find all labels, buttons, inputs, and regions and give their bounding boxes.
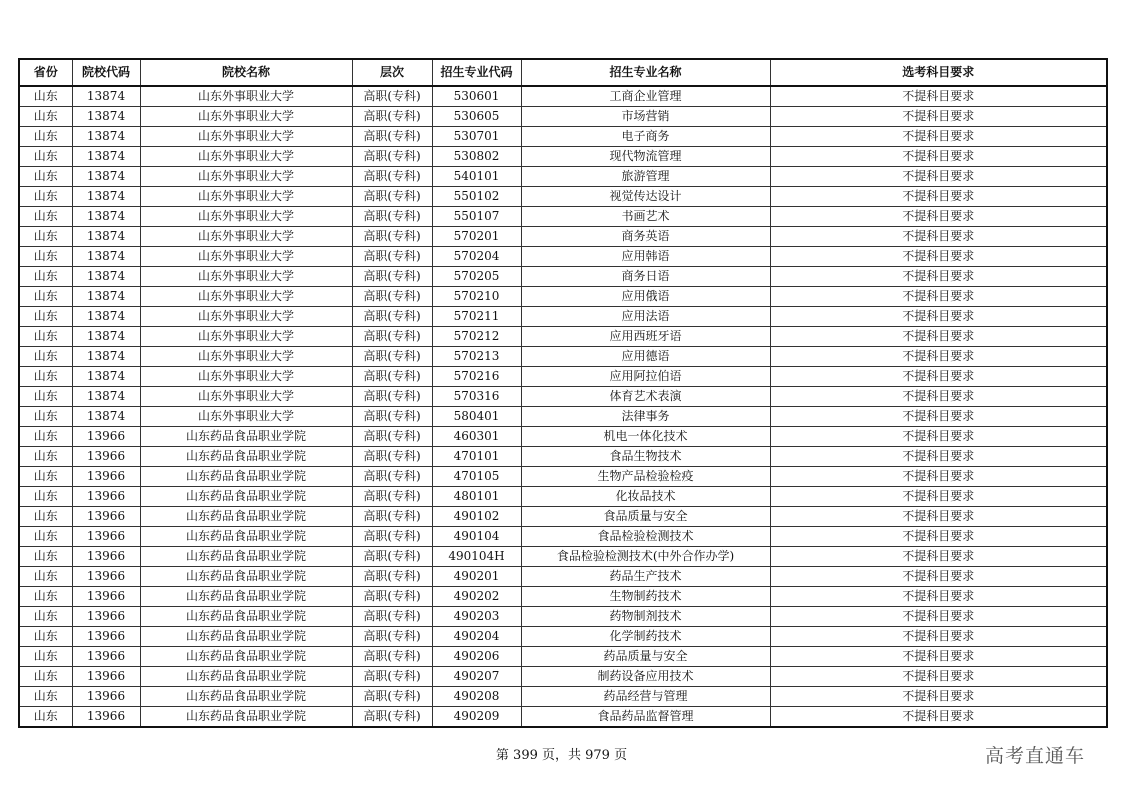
major-code-cell: 570210 bbox=[432, 287, 521, 307]
major-code-cell: 530701 bbox=[432, 127, 521, 147]
major-code-cell: 570204 bbox=[432, 247, 521, 267]
subject-requirement-cell: 不提科目要求 bbox=[770, 307, 1107, 327]
school-name-cell: 山东药品食品职业学院 bbox=[140, 447, 352, 467]
table-row bbox=[19, 567, 1107, 587]
major-code-cell: 570211 bbox=[432, 307, 521, 327]
table-row bbox=[19, 287, 1107, 307]
school-code-cell: 13966 bbox=[72, 547, 140, 567]
subject-requirement-cell: 不提科目要求 bbox=[770, 347, 1107, 367]
level-cell: 高职(专科) bbox=[352, 527, 432, 547]
school-code-cell: 13966 bbox=[72, 567, 140, 587]
subject-requirement-cell: 不提科目要求 bbox=[770, 687, 1107, 707]
school-code-cell: 13874 bbox=[72, 147, 140, 167]
subject-requirement-cell: 不提科目要求 bbox=[770, 667, 1107, 687]
province-cell: 山东 bbox=[19, 287, 72, 307]
school-name-cell: 山东药品食品职业学院 bbox=[140, 627, 352, 647]
major-code-cell: 490201 bbox=[432, 567, 521, 587]
subject-requirement-cell: 不提科目要求 bbox=[770, 207, 1107, 227]
school-code-cell: 13966 bbox=[72, 687, 140, 707]
header-row bbox=[19, 59, 1107, 86]
level-cell: 高职(专科) bbox=[352, 467, 432, 487]
table-row bbox=[19, 467, 1107, 487]
province-cell: 山东 bbox=[19, 567, 72, 587]
major-code-cell: 570201 bbox=[432, 227, 521, 247]
major-name-cell: 食品检验检测技术(中外合作办学) bbox=[521, 547, 770, 567]
province-cell: 山东 bbox=[19, 407, 72, 427]
major-code-cell: 490203 bbox=[432, 607, 521, 627]
major-code-cell: 570316 bbox=[432, 387, 521, 407]
major-code-cell: 550102 bbox=[432, 187, 521, 207]
major-name-cell: 商务英语 bbox=[521, 227, 770, 247]
level-cell: 高职(专科) bbox=[352, 86, 432, 107]
major-name-cell: 机电一体化技术 bbox=[521, 427, 770, 447]
major-name-cell: 应用西班牙语 bbox=[521, 327, 770, 347]
school-code-cell: 13874 bbox=[72, 107, 140, 127]
school-code-cell: 13874 bbox=[72, 187, 140, 207]
level-cell: 高职(专科) bbox=[352, 167, 432, 187]
school-name-cell: 山东外事职业大学 bbox=[140, 407, 352, 427]
subject-requirement-cell: 不提科目要求 bbox=[770, 467, 1107, 487]
province-cell: 山东 bbox=[19, 507, 72, 527]
level-cell: 高职(专科) bbox=[352, 567, 432, 587]
major-name-cell: 视觉传达设计 bbox=[521, 187, 770, 207]
school-code-cell: 13966 bbox=[72, 647, 140, 667]
level-cell: 高职(专科) bbox=[352, 547, 432, 567]
table-row bbox=[19, 207, 1107, 227]
level-cell: 高职(专科) bbox=[352, 327, 432, 347]
level-cell: 高职(专科) bbox=[352, 227, 432, 247]
major-name-cell: 食品检验检测技术 bbox=[521, 527, 770, 547]
major-name-cell: 旅游管理 bbox=[521, 167, 770, 187]
province-cell: 山东 bbox=[19, 547, 72, 567]
major-name-cell: 药品生产技术 bbox=[521, 567, 770, 587]
school-name-cell: 山东外事职业大学 bbox=[140, 187, 352, 207]
level-cell: 高职(专科) bbox=[352, 667, 432, 687]
level-cell: 高职(专科) bbox=[352, 267, 432, 287]
table-row bbox=[19, 667, 1107, 687]
subject-requirement-cell: 不提科目要求 bbox=[770, 107, 1107, 127]
school-code-cell: 13966 bbox=[72, 427, 140, 447]
table-row bbox=[19, 267, 1107, 287]
school-code-cell: 13874 bbox=[72, 86, 140, 107]
province-cell: 山东 bbox=[19, 527, 72, 547]
column-header: 招生专业名称 bbox=[521, 59, 770, 86]
table-row bbox=[19, 227, 1107, 247]
school-name-cell: 山东药品食品职业学院 bbox=[140, 687, 352, 707]
table-row bbox=[19, 447, 1107, 467]
school-name-cell: 山东外事职业大学 bbox=[140, 207, 352, 227]
level-cell: 高职(专科) bbox=[352, 427, 432, 447]
major-code-cell: 530802 bbox=[432, 147, 521, 167]
province-cell: 山东 bbox=[19, 487, 72, 507]
major-code-cell: 470105 bbox=[432, 467, 521, 487]
watermark-text: 高考直通车 bbox=[985, 745, 1086, 767]
school-code-cell: 13966 bbox=[72, 507, 140, 527]
table-row bbox=[19, 407, 1107, 427]
major-code-cell: 490104H bbox=[432, 547, 521, 567]
table-row bbox=[19, 147, 1107, 167]
school-code-cell: 13874 bbox=[72, 247, 140, 267]
province-cell: 山东 bbox=[19, 267, 72, 287]
level-cell: 高职(专科) bbox=[352, 607, 432, 627]
major-name-cell: 工商企业管理 bbox=[521, 86, 770, 107]
subject-requirement-cell: 不提科目要求 bbox=[770, 147, 1107, 167]
school-name-cell: 山东药品食品职业学院 bbox=[140, 507, 352, 527]
table-row bbox=[19, 247, 1107, 267]
subject-requirement-cell: 不提科目要求 bbox=[770, 247, 1107, 267]
level-cell: 高职(专科) bbox=[352, 407, 432, 427]
table-row bbox=[19, 687, 1107, 707]
level-cell: 高职(专科) bbox=[352, 307, 432, 327]
school-name-cell: 山东外事职业大学 bbox=[140, 127, 352, 147]
table-row bbox=[19, 547, 1107, 567]
major-code-cell: 490208 bbox=[432, 687, 521, 707]
province-cell: 山东 bbox=[19, 627, 72, 647]
level-cell: 高职(专科) bbox=[352, 127, 432, 147]
major-name-cell: 体育艺术表演 bbox=[521, 387, 770, 407]
major-code-cell: 570216 bbox=[432, 367, 521, 387]
province-cell: 山东 bbox=[19, 467, 72, 487]
school-name-cell: 山东外事职业大学 bbox=[140, 167, 352, 187]
subject-requirement-cell: 不提科目要求 bbox=[770, 267, 1107, 287]
major-name-cell: 药品质量与安全 bbox=[521, 647, 770, 667]
table-row bbox=[19, 607, 1107, 627]
school-code-cell: 13966 bbox=[72, 667, 140, 687]
school-code-cell: 13966 bbox=[72, 487, 140, 507]
table-row bbox=[19, 707, 1107, 728]
province-cell: 山东 bbox=[19, 86, 72, 107]
school-name-cell: 山东外事职业大学 bbox=[140, 86, 352, 107]
province-cell: 山东 bbox=[19, 107, 72, 127]
major-code-cell: 480101 bbox=[432, 487, 521, 507]
school-code-cell: 13874 bbox=[72, 387, 140, 407]
table-row bbox=[19, 367, 1107, 387]
province-cell: 山东 bbox=[19, 427, 72, 447]
major-code-cell: 490104 bbox=[432, 527, 521, 547]
column-header: 招生专业代码 bbox=[432, 59, 521, 86]
province-cell: 山东 bbox=[19, 187, 72, 207]
major-code-cell: 570213 bbox=[432, 347, 521, 367]
school-name-cell: 山东外事职业大学 bbox=[140, 287, 352, 307]
province-cell: 山东 bbox=[19, 167, 72, 187]
school-code-cell: 13966 bbox=[72, 627, 140, 647]
province-cell: 山东 bbox=[19, 367, 72, 387]
province-cell: 山东 bbox=[19, 607, 72, 627]
major-name-cell: 应用阿拉伯语 bbox=[521, 367, 770, 387]
level-cell: 高职(专科) bbox=[352, 707, 432, 728]
level-cell: 高职(专科) bbox=[352, 507, 432, 527]
level-cell: 高职(专科) bbox=[352, 247, 432, 267]
table-row bbox=[19, 86, 1107, 107]
level-cell: 高职(专科) bbox=[352, 687, 432, 707]
table-body bbox=[19, 86, 1107, 727]
major-name-cell: 法律事务 bbox=[521, 407, 770, 427]
subject-requirement-cell: 不提科目要求 bbox=[770, 287, 1107, 307]
major-code-cell: 580401 bbox=[432, 407, 521, 427]
table-row bbox=[19, 127, 1107, 147]
school-code-cell: 13874 bbox=[72, 167, 140, 187]
column-header: 省份 bbox=[19, 59, 72, 86]
school-code-cell: 13874 bbox=[72, 407, 140, 427]
school-code-cell: 13874 bbox=[72, 227, 140, 247]
major-code-cell: 570205 bbox=[432, 267, 521, 287]
level-cell: 高职(专科) bbox=[352, 287, 432, 307]
province-cell: 山东 bbox=[19, 327, 72, 347]
school-name-cell: 山东药品食品职业学院 bbox=[140, 427, 352, 447]
subject-requirement-cell: 不提科目要求 bbox=[770, 707, 1107, 728]
province-cell: 山东 bbox=[19, 347, 72, 367]
subject-requirement-cell: 不提科目要求 bbox=[770, 587, 1107, 607]
major-code-cell: 490209 bbox=[432, 707, 521, 728]
school-name-cell: 山东药品食品职业学院 bbox=[140, 467, 352, 487]
school-code-cell: 13874 bbox=[72, 267, 140, 287]
major-name-cell: 药品经营与管理 bbox=[521, 687, 770, 707]
table-row bbox=[19, 507, 1107, 527]
level-cell: 高职(专科) bbox=[352, 367, 432, 387]
province-cell: 山东 bbox=[19, 447, 72, 467]
school-name-cell: 山东药品食品职业学院 bbox=[140, 647, 352, 667]
province-cell: 山东 bbox=[19, 307, 72, 327]
province-cell: 山东 bbox=[19, 127, 72, 147]
province-cell: 山东 bbox=[19, 207, 72, 227]
subject-requirement-cell: 不提科目要求 bbox=[770, 627, 1107, 647]
major-name-cell: 书画艺术 bbox=[521, 207, 770, 227]
school-name-cell: 山东外事职业大学 bbox=[140, 307, 352, 327]
subject-requirement-cell: 不提科目要求 bbox=[770, 127, 1107, 147]
school-code-cell: 13966 bbox=[72, 467, 140, 487]
table-row bbox=[19, 627, 1107, 647]
table-row bbox=[19, 427, 1107, 447]
level-cell: 高职(专科) bbox=[352, 387, 432, 407]
major-name-cell: 应用韩语 bbox=[521, 247, 770, 267]
table-row bbox=[19, 107, 1107, 127]
school-name-cell: 山东外事职业大学 bbox=[140, 107, 352, 127]
major-name-cell: 制药设备应用技术 bbox=[521, 667, 770, 687]
major-name-cell: 应用俄语 bbox=[521, 287, 770, 307]
subject-requirement-cell: 不提科目要求 bbox=[770, 647, 1107, 667]
school-name-cell: 山东外事职业大学 bbox=[140, 327, 352, 347]
province-cell: 山东 bbox=[19, 227, 72, 247]
school-code-cell: 13874 bbox=[72, 307, 140, 327]
level-cell: 高职(专科) bbox=[352, 627, 432, 647]
major-code-cell: 530605 bbox=[432, 107, 521, 127]
level-cell: 高职(专科) bbox=[352, 487, 432, 507]
subject-requirement-cell: 不提科目要求 bbox=[770, 547, 1107, 567]
major-code-cell: 460301 bbox=[432, 427, 521, 447]
province-cell: 山东 bbox=[19, 387, 72, 407]
school-name-cell: 山东外事职业大学 bbox=[140, 387, 352, 407]
school-code-cell: 13874 bbox=[72, 347, 140, 367]
major-name-cell: 市场营销 bbox=[521, 107, 770, 127]
school-code-cell: 13966 bbox=[72, 587, 140, 607]
province-cell: 山东 bbox=[19, 667, 72, 687]
major-name-cell: 生物产品检验检疫 bbox=[521, 467, 770, 487]
table-header bbox=[19, 59, 1107, 86]
page-number: 第 399 页，共 979 页 bbox=[495, 748, 628, 763]
school-code-cell: 13874 bbox=[72, 367, 140, 387]
table-row bbox=[19, 387, 1107, 407]
level-cell: 高职(专科) bbox=[352, 647, 432, 667]
subject-requirement-cell: 不提科目要求 bbox=[770, 567, 1107, 587]
school-name-cell: 山东外事职业大学 bbox=[140, 267, 352, 287]
level-cell: 高职(专科) bbox=[352, 347, 432, 367]
school-code-cell: 13966 bbox=[72, 607, 140, 627]
major-code-cell: 490202 bbox=[432, 587, 521, 607]
major-name-cell: 食品药品监督管理 bbox=[521, 707, 770, 728]
major-name-cell: 现代物流管理 bbox=[521, 147, 770, 167]
school-name-cell: 山东药品食品职业学院 bbox=[140, 487, 352, 507]
school-code-cell: 13874 bbox=[72, 327, 140, 347]
major-code-cell: 570212 bbox=[432, 327, 521, 347]
school-name-cell: 山东药品食品职业学院 bbox=[140, 547, 352, 567]
school-name-cell: 山东药品食品职业学院 bbox=[140, 587, 352, 607]
major-code-cell: 470101 bbox=[432, 447, 521, 467]
school-name-cell: 山东药品食品职业学院 bbox=[140, 607, 352, 627]
subject-requirement-cell: 不提科目要求 bbox=[770, 367, 1107, 387]
subject-requirement-cell: 不提科目要求 bbox=[770, 327, 1107, 347]
major-name-cell: 化学制药技术 bbox=[521, 627, 770, 647]
table-row bbox=[19, 647, 1107, 667]
level-cell: 高职(专科) bbox=[352, 147, 432, 167]
level-cell: 高职(专科) bbox=[352, 587, 432, 607]
subject-requirement-cell: 不提科目要求 bbox=[770, 487, 1107, 507]
column-header: 选考科目要求 bbox=[770, 59, 1107, 86]
major-code-cell: 490206 bbox=[432, 647, 521, 667]
major-code-cell: 540101 bbox=[432, 167, 521, 187]
province-cell: 山东 bbox=[19, 147, 72, 167]
major-code-cell: 490204 bbox=[432, 627, 521, 647]
column-header: 层次 bbox=[352, 59, 432, 86]
major-name-cell: 电子商务 bbox=[521, 127, 770, 147]
subject-requirement-cell: 不提科目要求 bbox=[770, 427, 1107, 447]
school-name-cell: 山东外事职业大学 bbox=[140, 347, 352, 367]
province-cell: 山东 bbox=[19, 587, 72, 607]
subject-requirement-cell: 不提科目要求 bbox=[770, 167, 1107, 187]
table-row bbox=[19, 487, 1107, 507]
school-name-cell: 山东药品食品职业学院 bbox=[140, 707, 352, 728]
subject-requirement-cell: 不提科目要求 bbox=[770, 86, 1107, 107]
major-code-cell: 550107 bbox=[432, 207, 521, 227]
subject-requirement-cell: 不提科目要求 bbox=[770, 607, 1107, 627]
table-row bbox=[19, 527, 1107, 547]
province-cell: 山东 bbox=[19, 647, 72, 667]
school-code-cell: 13874 bbox=[72, 207, 140, 227]
school-name-cell: 山东外事职业大学 bbox=[140, 147, 352, 167]
school-name-cell: 山东外事职业大学 bbox=[140, 247, 352, 267]
school-name-cell: 山东外事职业大学 bbox=[140, 227, 352, 247]
subject-requirement-cell: 不提科目要求 bbox=[770, 227, 1107, 247]
level-cell: 高职(专科) bbox=[352, 207, 432, 227]
school-name-cell: 山东外事职业大学 bbox=[140, 367, 352, 387]
column-header: 院校代码 bbox=[72, 59, 140, 86]
major-name-cell: 化妆品技术 bbox=[521, 487, 770, 507]
province-cell: 山东 bbox=[19, 707, 72, 728]
major-name-cell: 应用德语 bbox=[521, 347, 770, 367]
major-code-cell: 490207 bbox=[432, 667, 521, 687]
school-code-cell: 13874 bbox=[72, 287, 140, 307]
subject-requirement-cell: 不提科目要求 bbox=[770, 387, 1107, 407]
subject-requirement-cell: 不提科目要求 bbox=[770, 187, 1107, 207]
table-row bbox=[19, 347, 1107, 367]
school-code-cell: 13966 bbox=[72, 527, 140, 547]
subject-requirement-cell: 不提科目要求 bbox=[770, 527, 1107, 547]
level-cell: 高职(专科) bbox=[352, 447, 432, 467]
school-code-cell: 13874 bbox=[72, 127, 140, 147]
school-name-cell: 山东药品食品职业学院 bbox=[140, 667, 352, 687]
major-name-cell: 食品质量与安全 bbox=[521, 507, 770, 527]
table-row bbox=[19, 327, 1107, 347]
table-row bbox=[19, 587, 1107, 607]
province-cell: 山东 bbox=[19, 247, 72, 267]
table-row bbox=[19, 307, 1107, 327]
admission-table bbox=[18, 58, 1108, 728]
column-header: 院校名称 bbox=[140, 59, 352, 86]
level-cell: 高职(专科) bbox=[352, 107, 432, 127]
school-name-cell: 山东药品食品职业学院 bbox=[140, 567, 352, 587]
major-name-cell: 药物制剂技术 bbox=[521, 607, 770, 627]
major-code-cell: 530601 bbox=[432, 86, 521, 107]
table-row bbox=[19, 187, 1107, 207]
major-name-cell: 应用法语 bbox=[521, 307, 770, 327]
major-code-cell: 490102 bbox=[432, 507, 521, 527]
major-name-cell: 生物制药技术 bbox=[521, 587, 770, 607]
subject-requirement-cell: 不提科目要求 bbox=[770, 447, 1107, 467]
school-code-cell: 13966 bbox=[72, 447, 140, 467]
school-code-cell: 13966 bbox=[72, 707, 140, 728]
school-name-cell: 山东药品食品职业学院 bbox=[140, 527, 352, 547]
table-row bbox=[19, 167, 1107, 187]
major-name-cell: 商务日语 bbox=[521, 267, 770, 287]
major-name-cell: 食品生物技术 bbox=[521, 447, 770, 467]
level-cell: 高职(专科) bbox=[352, 187, 432, 207]
subject-requirement-cell: 不提科目要求 bbox=[770, 407, 1107, 427]
subject-requirement-cell: 不提科目要求 bbox=[770, 507, 1107, 527]
province-cell: 山东 bbox=[19, 687, 72, 707]
